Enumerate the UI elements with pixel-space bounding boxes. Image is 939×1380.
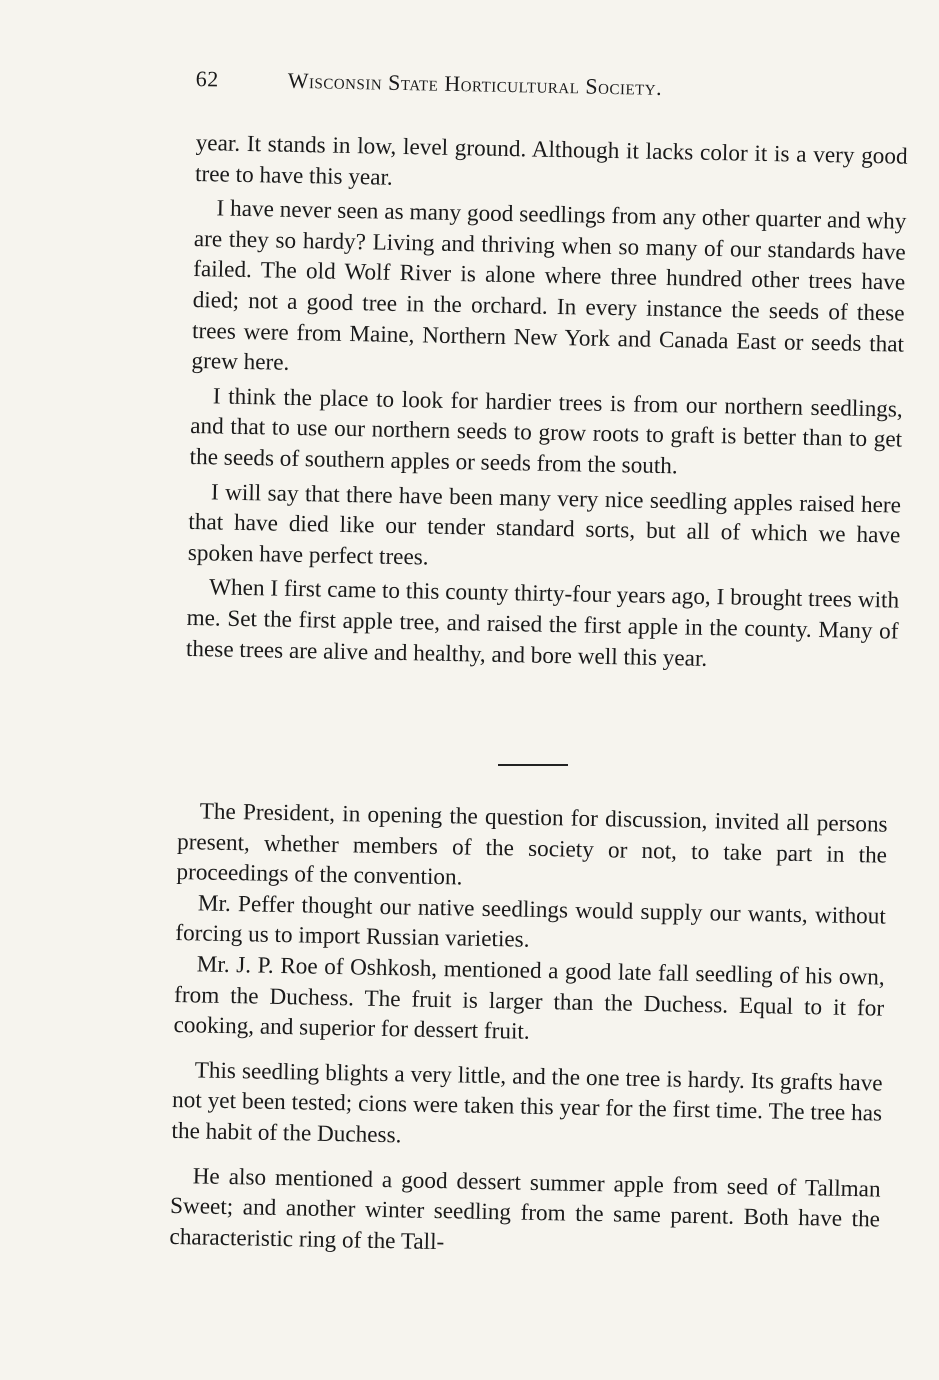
paragraph: year. It stands in low, level ground. Although it lacks color it is a very good tree to have this year. bbox=[194, 129, 908, 191]
paragraph: When I first came to this county thirty-four years ago, I brought trees with me. Set the first apple tree, and raised the first apple in the county. Many of these trees are alive and healthy, and bore well this year. bbox=[185, 574, 900, 672]
paragraph: I think the place to look for hardier trees is from our northern seedlings, and that to use our northern seeds to grow roots to graft is better than to get the seeds of southern apples or seeds from the south. bbox=[189, 383, 903, 480]
running-header bbox=[195, 66, 836, 100]
paragraph: I will say that there have been many very nice seedling apples raised here that have died like our tender standard sorts, but all of which we have spoken have perfect trees. bbox=[187, 478, 902, 571]
text-section-2 bbox=[169, 796, 888, 1266]
running-title: Wisconsin State Horticultural Society. bbox=[287, 67, 663, 100]
section-divider bbox=[498, 764, 568, 766]
paragraph: This seedling blights a very little, and the one tree is hardy. Its grafts have not yet been tested; cions were taken this year for the first time. The tree has the habit of the Duchess. bbox=[171, 1057, 883, 1149]
paragraph: The President, in opening the question for discussion, invited all persons present, whether members of the society or not, to take part in the proceedings of the convention. bbox=[176, 798, 888, 891]
paragraph: I have never seen as many good seedlings from any other quarter and why are they so hardy? Living and thriving when so many of our standards have failed. The old Wolf River is alone where three hundred other trees have died; not a good tree in the orchard. In every instance the seeds of these trees were from Maine, Northern New York and Canada East or seeds that grew here. bbox=[191, 195, 907, 376]
page-number: 62 bbox=[195, 66, 219, 92]
paragraph: He also mentioned a good dessert summer apple from seed of Tallman Sweet; and another winter seedling from the same parent. Both have the characteristic ring of the Tall- bbox=[169, 1162, 881, 1255]
paragraph: Mr. Peffer thought our native seedlings would supply our wants, without forcing us to import Russian varieties. bbox=[175, 890, 887, 954]
paragraph: Mr. J. P. Roe of Oshkosh, mentioned a good late fall seedling of his own, from the Duchess. The fruit is larger than the Duchess. Equal to it for cooking, and superior for dessert fruit. bbox=[173, 951, 885, 1045]
text-section-1 bbox=[186, 128, 908, 678]
